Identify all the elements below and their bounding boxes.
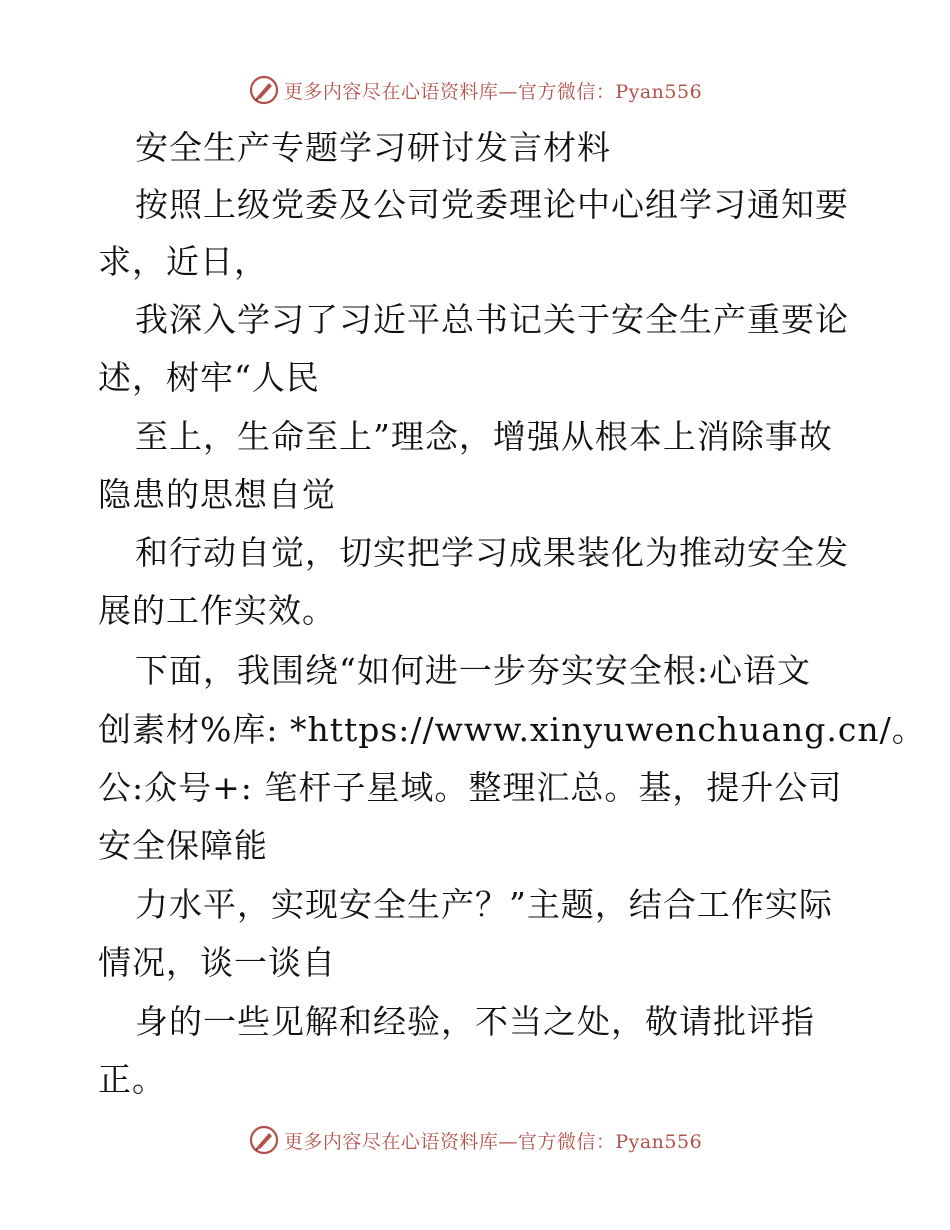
paragraph-line: 我深入学习了习近平总书记关于安全生产重要论: [135, 300, 849, 339]
paragraph-line: 身的一些见解和经验，不当之处，敬请批评指: [135, 1002, 815, 1041]
paragraph-line: 求，近日，: [98, 242, 268, 281]
paragraph-line: 公:众号+: 笔杆子星域。整理汇总。基，提升公司: [98, 768, 843, 807]
paragraph-line: 下面，我围绕“如何进一步夯实安全根:心语文: [135, 651, 811, 690]
header-banner-text: 更多内容尽在心语资料库—官方微信：Pyan556: [283, 80, 703, 103]
paragraph-line: 至上，生命至上”理念，增强从根本上消除事故: [135, 417, 833, 456]
paragraph-line: 按照上级党委及公司党委理论中心组学习通知要: [135, 185, 849, 224]
paragraph-line: 安全保障能: [98, 826, 268, 865]
paragraph-line: 创素材%库: *https://www.xinyuwenchuang.cn/。: [98, 710, 926, 749]
footer-banner-text: 更多内容尽在心语资料库—官方微信：Pyan556: [283, 1130, 703, 1153]
header-banner: [0, 70, 950, 110]
footer-banner: [0, 1120, 950, 1160]
paragraph-line: 情况，谈一谈自: [98, 943, 336, 982]
quill-pen-logo-icon: [248, 74, 280, 106]
paragraph-line: 隐患的思想自觉: [98, 475, 336, 514]
paragraph-line: 正。: [98, 1060, 166, 1099]
paragraph-line: 展的工作实效。: [98, 591, 336, 630]
paragraph-line: 和行动自觉，切实把学习成果装化为推动安全发: [135, 533, 849, 572]
document-title: 安全生产专题学习研讨发言材料: [135, 128, 611, 167]
quill-pen-logo-icon: [248, 1124, 280, 1156]
paragraph-line: 述，树牢“人民: [98, 358, 320, 397]
paragraph-line: 力水平，实现安全生产？”主题，结合工作实际: [135, 885, 833, 924]
